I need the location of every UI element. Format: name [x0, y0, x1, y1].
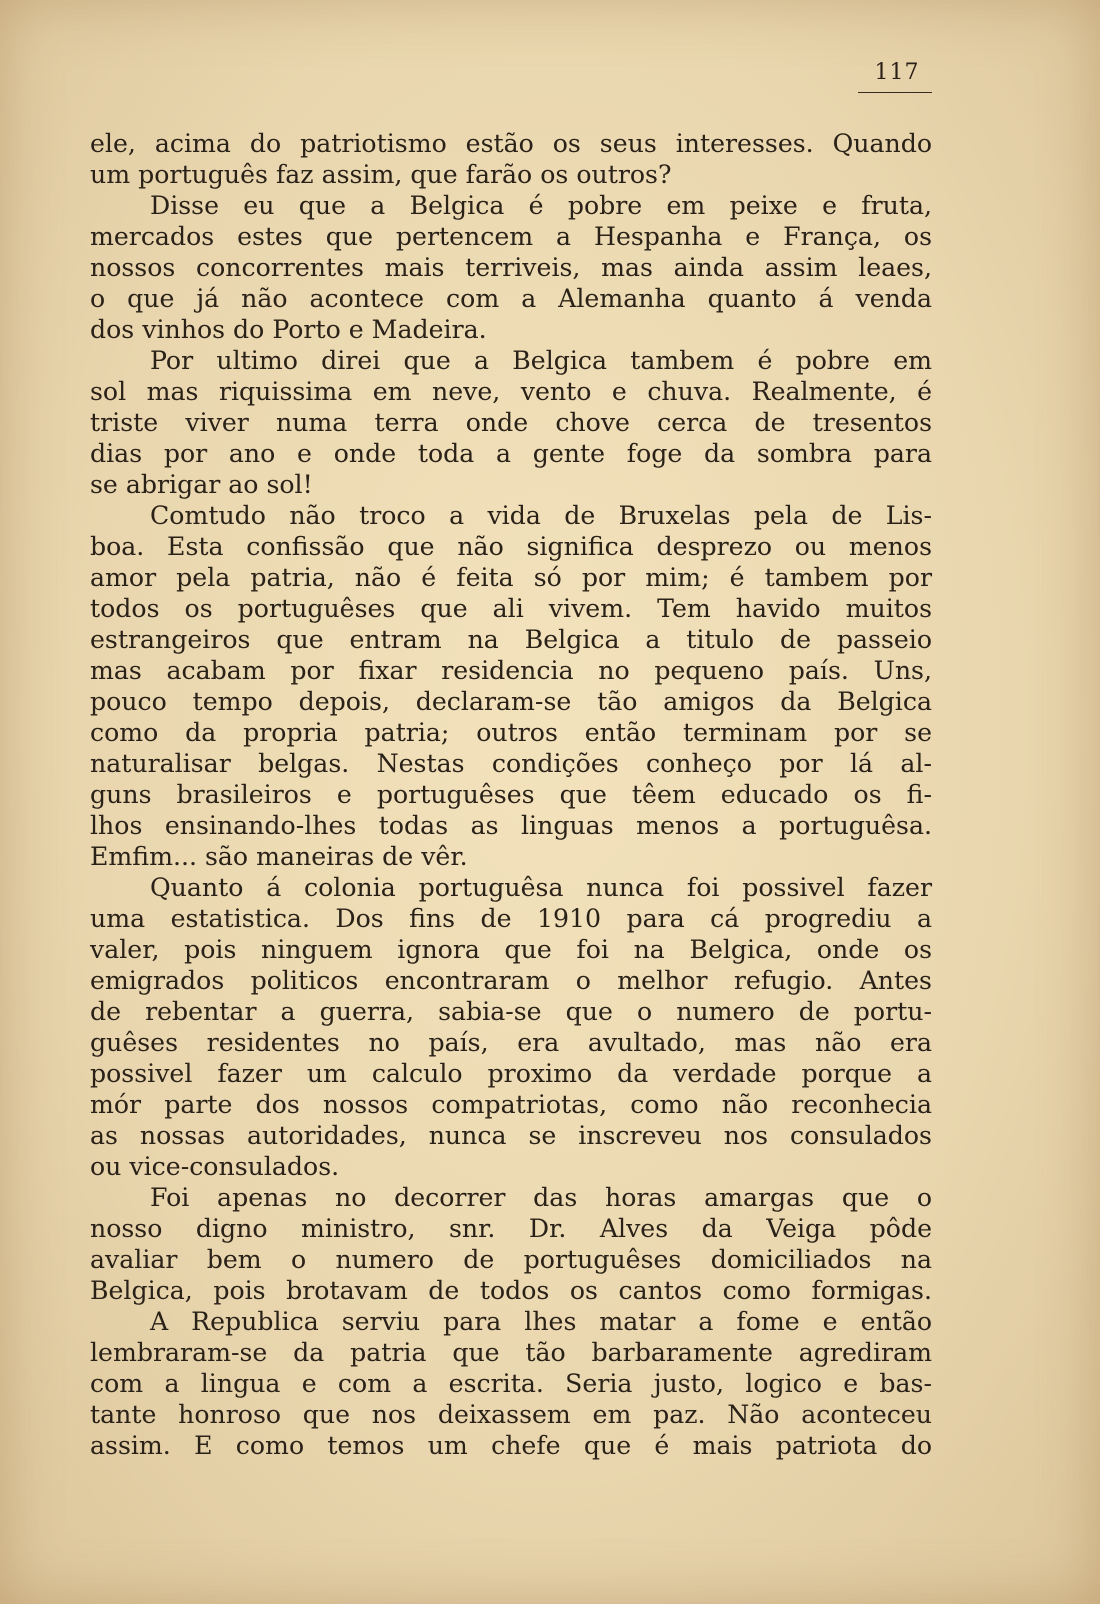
text-line: A Republica serviu para lhes matar a fome e então: [150, 1307, 932, 1336]
text-line: amor pela patria, não é feita só por mim; é tambem por: [90, 563, 932, 592]
text-line: Foi apenas no decorrer das horas amargas que o: [150, 1183, 932, 1212]
text-line: nosso digno ministro, snr. Dr. Alves da Veiga pôde: [90, 1214, 932, 1243]
text-line: estrangeiros que entram na Belgica a titulo de passeio: [90, 625, 932, 654]
text-line: dias por ano e onde toda a gente foge da sombra para: [90, 439, 932, 468]
text-line: como da propria patria; outros então terminam por se: [90, 718, 932, 747]
text-line: mas acabam por fixar residencia no pequeno país. Uns,: [90, 656, 932, 685]
text-line: ele, acima do patriotismo estão os seus interesses. Quando: [90, 129, 932, 158]
text-line: guns brasileiros e portuguêses que têem educado os fi-: [90, 780, 932, 809]
text-line: Disse eu que a Belgica é pobre em peixe e fruta,: [150, 191, 932, 220]
text-line: todos os portuguêses que ali vivem. Tem havido muitos: [90, 594, 932, 623]
text-line: mercados estes que pertencem a Hespanha e França, os: [90, 222, 932, 251]
text-line: uma estatistica. Dos fins de 1910 para cá progrediu a: [90, 904, 932, 933]
text-line: de rebentar a guerra, sabia-se que o numero de portu-: [90, 997, 932, 1026]
text-line: se abrigar ao sol!: [90, 470, 313, 499]
text-line: boa. Esta confissão que não significa desprezo ou menos: [90, 532, 932, 561]
text-line: com a lingua e com a escrita. Seria justo, logico e bas-: [90, 1369, 932, 1398]
text-line: avaliar bem o numero de portuguêses domiciliados na: [90, 1245, 932, 1274]
text-line: um português faz assim, que farão os outros?: [90, 160, 672, 189]
text-line: Belgica, pois brotavam de todos os cantos como formigas.: [90, 1276, 932, 1305]
text-line: emigrados politicos encontraram o melhor refugio. Antes: [90, 966, 932, 995]
text-line: guêses residentes no país, era avultado, mas não era: [90, 1028, 932, 1057]
text-line: naturalisar belgas. Nestas condições conheço por lá al-: [90, 749, 932, 778]
text-line: mór parte dos nossos compatriotas, como não reconhecia: [90, 1090, 932, 1119]
text-line: triste viver numa terra onde chove cerca de tresentos: [90, 408, 932, 437]
text-line: o que já não acontece com a Alemanha quanto á venda: [90, 284, 932, 313]
text-line: nossos concorrentes mais terriveis, mas ainda assim leaes,: [90, 253, 932, 282]
page-number-rule: [858, 92, 932, 93]
text-line: Quanto á colonia portuguêsa nunca foi possivel fazer: [150, 873, 932, 902]
text-line: dos vinhos do Porto e Madeira.: [90, 315, 487, 344]
text-line: Comtudo não troco a vida de Bruxelas pela de Lis-: [150, 501, 932, 530]
text-line: as nossas autoridades, nunca se inscreveu nos consulados: [90, 1121, 932, 1150]
text-line: tante honroso que nos deixassem em paz. Não aconteceu: [90, 1400, 932, 1429]
text-line: valer, pois ninguem ignora que foi na Belgica, onde os: [90, 935, 932, 964]
text-line: possivel fazer um calculo proximo da verdade porque a: [90, 1059, 932, 1088]
text-line: Emfim... são maneiras de vêr.: [90, 842, 468, 871]
page-number: 117: [874, 60, 920, 85]
body-text: [90, 128, 932, 1461]
text-line: sol mas riquissima em neve, vento e chuva. Realmente, é: [90, 377, 932, 406]
text-line: ou vice-consulados.: [90, 1152, 340, 1181]
text-line: lembraram-se da patria que tão barbaramente agrediram: [90, 1338, 932, 1367]
text-line: lhos ensinando-lhes todas as linguas menos a portuguêsa.: [90, 811, 932, 840]
text-line: Por ultimo direi que a Belgica tambem é pobre em: [150, 346, 932, 375]
text-line: pouco tempo depois, declaram-se tão amigos da Belgica: [90, 687, 932, 716]
text-line: assim. E como temos um chefe que é mais patriota do: [90, 1431, 932, 1460]
